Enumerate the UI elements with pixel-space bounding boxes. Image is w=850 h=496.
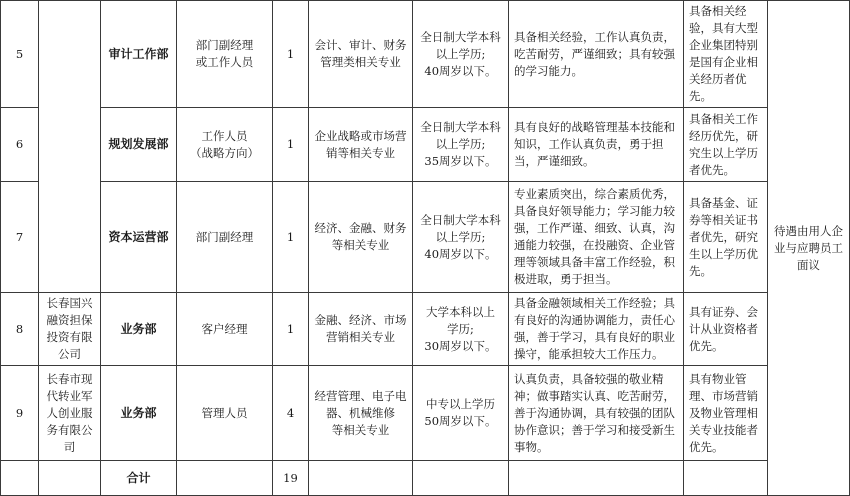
position-cell: 部门副经理 或工作人员 xyxy=(177,1,273,108)
major-cell: 经济、金融、财务 等相关专业 xyxy=(309,182,413,293)
row-number: 9 xyxy=(1,366,39,461)
position-cell: 客户经理 xyxy=(177,293,273,366)
row-number: 5 xyxy=(1,1,39,108)
position-cell: 部门副经理 xyxy=(177,182,273,293)
total-empty-cell xyxy=(684,461,768,496)
total-empty-cell xyxy=(309,461,413,496)
priority-cell: 具有物业管理、市场营销及物业管理相关专业技能者优先。 xyxy=(684,366,768,461)
table-row xyxy=(1,1,850,108)
education-cell: 大学本科以上 学历; 30周岁以下。 xyxy=(413,293,509,366)
total-empty-cell xyxy=(413,461,509,496)
requirement-cell: 具备相关经验，工作认真负责，吃苦耐劳，严谨细致；具有较强的学习能力。 xyxy=(509,1,684,108)
total-row xyxy=(1,461,850,496)
education-cell: 全日制大学本科 以上学历; 40周岁以下。 xyxy=(413,182,509,293)
total-label: 合计 xyxy=(101,461,177,496)
total-count: 19 xyxy=(273,461,309,496)
major-cell: 经营管理、电子电 器、机械维修 等相关专业 xyxy=(309,366,413,461)
headcount-cell: 1 xyxy=(273,108,309,182)
company-cell: 长春市现代转业军人创业服务有限公司 xyxy=(39,366,101,461)
total-empty-cell xyxy=(39,461,101,496)
headcount-cell: 1 xyxy=(273,293,309,366)
priority-cell: 具备基金、证券等相关证书者优先，研究生以上学历优先。 xyxy=(684,182,768,293)
requirement-cell: 具有良好的战略管理基本技能和知识，工作认真负责，勇于担当，严谨细致。 xyxy=(509,108,684,182)
requirement-cell: 专业素质突出，综合素质优秀，具备良好领导能力；学习能力较强，工作严谨、细致、认真，沟通能力较强，在投融资、企业管理等领域具备丰富工作经验，积极进取，勇于担当。 xyxy=(509,182,684,293)
table-row xyxy=(1,108,850,182)
major-cell: 金融、经济、市场 营销相关专业 xyxy=(309,293,413,366)
requirement-cell: 具备金融领域相关工作经验；具有良好的沟通协调能力，责任心强，善于学习，具有良好的职业操守，能承担较大工作压力。 xyxy=(509,293,684,366)
company-cell-empty xyxy=(39,1,101,293)
priority-cell: 具备相关工作经历优先，研究生以上学历者优先。 xyxy=(684,108,768,182)
table-row xyxy=(1,293,850,366)
total-empty-cell xyxy=(509,461,684,496)
priority-cell: 具有证券、会计从业资格者优先。 xyxy=(684,293,768,366)
row-number: 7 xyxy=(1,182,39,293)
row-number: 6 xyxy=(1,108,39,182)
department-cell: 规划发展部 xyxy=(101,108,177,182)
department-cell: 审计工作部 xyxy=(101,1,177,108)
education-cell: 中专以上学历 50周岁以下。 xyxy=(413,366,509,461)
major-cell: 企业战略或市场营 销等相关专业 xyxy=(309,108,413,182)
headcount-cell: 1 xyxy=(273,182,309,293)
major-cell: 会计、审计、财务 管理类相关专业 xyxy=(309,1,413,108)
department-cell: 业务部 xyxy=(101,366,177,461)
table-row xyxy=(1,182,850,293)
headcount-cell: 1 xyxy=(273,1,309,108)
education-cell: 全日制大学本科 以上学历; 35周岁以下。 xyxy=(413,108,509,182)
position-cell: 工作人员 （战略方向） xyxy=(177,108,273,182)
position-cell: 管理人员 xyxy=(177,366,273,461)
total-empty-cell xyxy=(1,461,39,496)
priority-cell: 具备相关经验，具有大型企业集团特别是国有企业相关经历者优先。 xyxy=(684,1,768,108)
requirement-cell: 认真负责，具备较强的敬业精神；做事踏实认真、吃苦耐劳，善于沟通协调，具有较强的团队协作意识；善于学习和接受新生事物。 xyxy=(509,366,684,461)
row-number: 8 xyxy=(1,293,39,366)
table-row xyxy=(1,366,850,461)
department-cell: 资本运营部 xyxy=(101,182,177,293)
total-empty-cell xyxy=(177,461,273,496)
company-cell: 长春国兴融资担保投资有限公司 xyxy=(39,293,101,366)
salary-note-cell: 待遇由用人企业与应聘员工面议 xyxy=(768,1,850,496)
department-cell: 业务部 xyxy=(101,293,177,366)
headcount-cell: 4 xyxy=(273,366,309,461)
education-cell: 全日制大学本科 以上学历; 40周岁以下。 xyxy=(413,1,509,108)
